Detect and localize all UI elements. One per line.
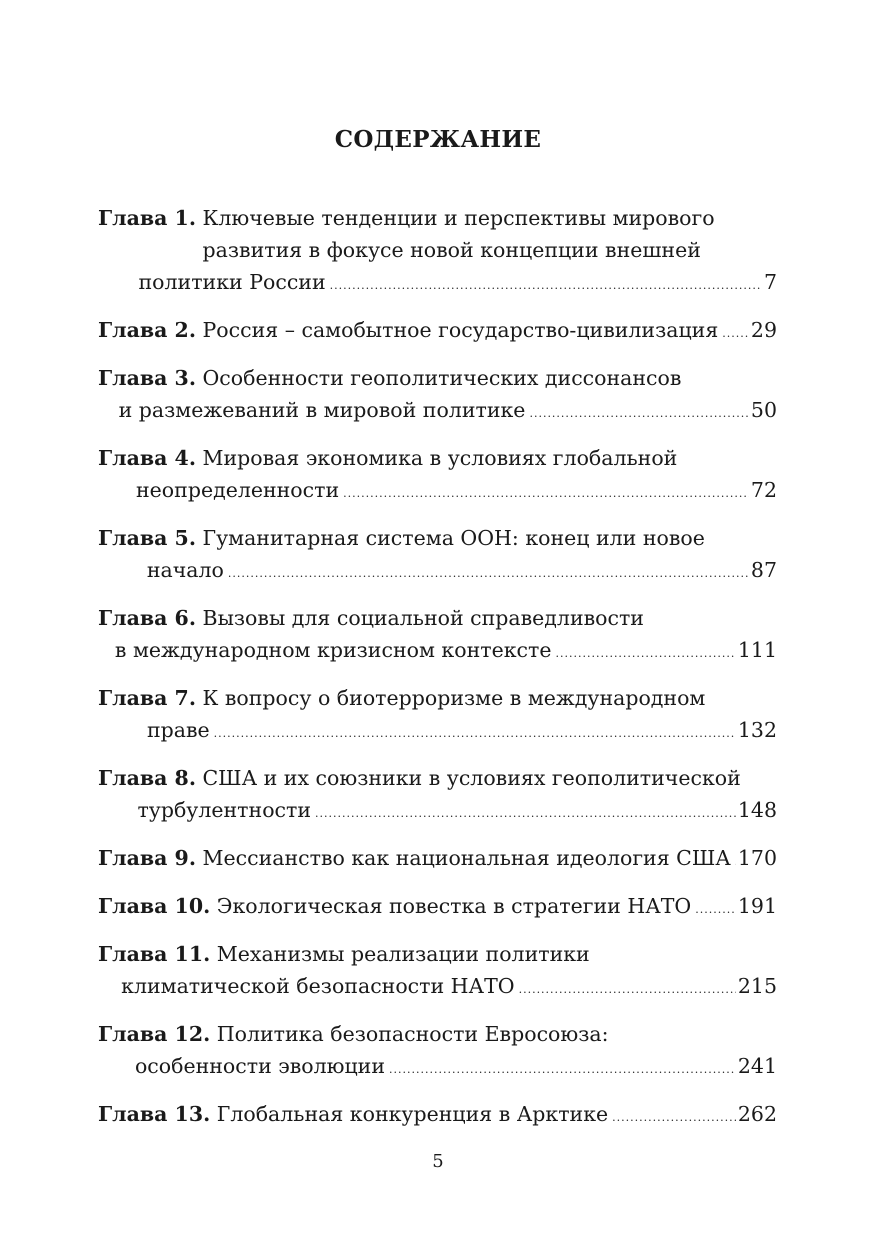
chapter-title-line: и размежеваний в мировой политике xyxy=(118,398,526,422)
dot-leader xyxy=(519,974,736,1006)
chapter-label: Глава 7. xyxy=(98,686,196,710)
dot-leader xyxy=(735,846,736,878)
chapter-title-line: Россия – самобытное государство-цивилизация xyxy=(202,318,719,342)
chapter-label: Глава 13. xyxy=(98,1102,211,1126)
toc-entry-12[interactable] xyxy=(98,1018,777,1082)
chapter-title-line: климатической безопасности НАТО xyxy=(121,974,515,998)
chapter-title-line: Ключевые тенденции и перспективы мирового xyxy=(202,206,715,230)
page-title: СОДЕРЖАНИЕ xyxy=(334,126,542,153)
chapter-label: Глава 3. xyxy=(98,366,196,390)
chapter-label: Глава 2. xyxy=(98,318,196,342)
chapter-label: Глава 1. xyxy=(98,206,196,230)
dot-leader xyxy=(695,894,736,926)
chapter-title-line: начало xyxy=(146,558,224,582)
chapter-label: Глава 11. xyxy=(98,942,211,966)
chapter-title-line: в международном кризисном контексте xyxy=(114,638,552,662)
page-ref: 262 xyxy=(737,1102,777,1126)
toc-entry-5[interactable] xyxy=(98,522,777,586)
toc-entry-9[interactable] xyxy=(98,842,777,874)
chapter-title-line: развития в фокусе новой концепции внешней xyxy=(202,238,701,262)
chapter-title-line: Гуманитарная система ООН: конец или новое xyxy=(202,526,705,550)
page-ref: 215 xyxy=(737,974,777,998)
toc-entry-1[interactable] xyxy=(98,202,777,298)
page-ref: 50 xyxy=(750,398,777,422)
toc-entry-13[interactable] xyxy=(98,1098,777,1130)
toc-entry-3[interactable] xyxy=(98,362,777,426)
chapter-title-line: праве xyxy=(146,718,210,742)
chapter-title-line: К вопросу о биотерроризме в международном xyxy=(202,686,706,710)
chapter-title-line: Механизмы реализации политики xyxy=(216,942,590,966)
chapter-label: Глава 6. xyxy=(98,606,196,630)
dot-leader xyxy=(214,718,736,750)
table-of-contents xyxy=(98,202,777,1146)
chapter-title-line: особенности эволюции xyxy=(134,1054,385,1078)
dot-leader xyxy=(555,638,735,670)
page-ref: 191 xyxy=(737,894,777,918)
chapter-title-line: Мировая экономика в условиях глобальной xyxy=(202,446,678,470)
chapter-title-line: Особенности геополитических диссонансов xyxy=(202,366,682,390)
page-ref: 148 xyxy=(737,798,777,822)
chapter-label: Глава 5. xyxy=(98,526,196,550)
page-ref: 87 xyxy=(750,558,777,582)
chapter-title-line: Экологическая повестка в стратегии НАТО xyxy=(216,894,692,918)
toc-entry-11[interactable] xyxy=(98,938,777,1002)
chapter-title-line: неопределенности xyxy=(136,478,340,502)
toc-entry-6[interactable] xyxy=(98,602,777,666)
toc-entry-8[interactable] xyxy=(98,762,777,826)
page-ref: 29 xyxy=(750,318,777,342)
page-number: 5 xyxy=(432,1151,444,1172)
page-ref: 72 xyxy=(750,478,777,502)
chapter-label: Глава 9. xyxy=(98,846,196,870)
page-ref: 111 xyxy=(737,638,777,662)
page-ref: 241 xyxy=(737,1054,777,1078)
chapter-title-line: Вызовы для социальной справедливости xyxy=(202,606,644,630)
dot-leader xyxy=(330,270,762,302)
chapter-label: Глава 4. xyxy=(98,446,196,470)
chapter-title-line: Мессианство как национальная идеология США xyxy=(202,846,731,870)
page-ref: 170 xyxy=(737,846,777,870)
dot-leader xyxy=(612,1102,736,1134)
dot-leader xyxy=(343,478,749,510)
chapter-title-line: политики России xyxy=(138,270,326,294)
dot-leader xyxy=(389,1054,736,1086)
toc-entry-2[interactable] xyxy=(98,314,777,346)
chapter-label: Глава 8. xyxy=(98,766,196,790)
toc-entry-4[interactable] xyxy=(98,442,777,506)
page-ref: 7 xyxy=(763,270,777,294)
chapter-title-line: Политика безопасности Евросоюза: xyxy=(216,1022,609,1046)
chapter-title-line: США и их союзники в условиях геополитической xyxy=(202,766,741,790)
dot-leader xyxy=(315,798,736,830)
chapter-label: Глава 10. xyxy=(98,894,211,918)
chapter-title-line: Глобальная конкуренция в Арктике xyxy=(216,1102,609,1126)
dot-leader xyxy=(228,558,749,590)
toc-entry-7[interactable] xyxy=(98,682,777,746)
dot-leader xyxy=(529,398,748,430)
dot-leader xyxy=(722,318,749,350)
page-ref: 132 xyxy=(737,718,777,742)
chapter-label: Глава 12. xyxy=(98,1022,211,1046)
toc-entry-10[interactable] xyxy=(98,890,777,922)
chapter-title-line: турбулентности xyxy=(137,798,312,822)
